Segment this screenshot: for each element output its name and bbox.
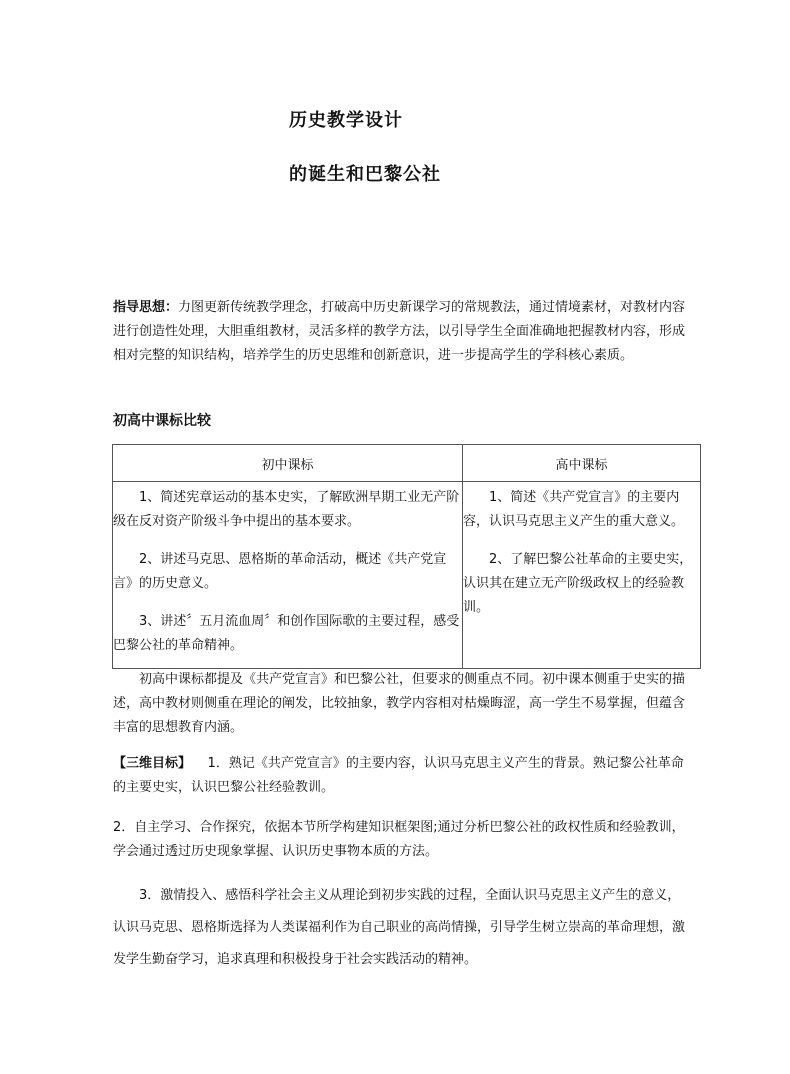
junior-cell [113,482,463,669]
junior-item: 1、简述宪章运动的基本史实，了解欧洲早期工业无产阶级在反对资产阶级斗争中提出的基本要求。 [113,490,460,529]
curriculum-comparison-table [112,444,701,669]
doc-subtitle: 的诞生和巴黎公社 [289,164,441,185]
goals-text-1: 1．熟记《共产党宣言》的主要内容，认识马克思主义产生的背景。熟记黎公社革命的主要史实，认识巴黎公社经验教训。 [113,756,684,795]
table-row [113,482,701,669]
comparison-heading: 初高中课标比较 [113,413,211,429]
guiding-thought-text: 力图更新传统教学理念，打破高中历史新课学习的常规教法，通过情境素材，对教材内容进行创造性处理，大胆重组教材，灵活多样的教学方法，以引导学生全面准确地把握教材内容，形成相对完整的知识结构，培养学生的历史思维和创新意识，进一步提高学生的学科核心素质。 [113,300,686,363]
goals-label: 【三维目标】 [113,756,192,771]
goals-item-3: 3．激情投入、感悟科学社会主义从理论到初步实践的过程，全面认识马克思主义产生的意义，认识马克思、恩格斯选择为人类谋福利作为自己职业的高尚情操，引导学生树立崇高的革命理想，激发学生勤奋学习，追求真理和积极投身于社会实践活动的精神。 [113,888,686,967]
header-senior: 高中课标 [463,445,701,482]
comparison-summary: 初高中课标都提及《共产党宣言》和巴黎公社，但要求的侧重点不同。初中课本侧重于史实的描述，高中教材则侧重在理论的阐发，比较抽象，教学内容相对枯燥晦涩，高一学生不易掌握，但蕴含丰富的思想教育内涵。 [113,672,686,735]
senior-item: 2、了解巴黎公社革命的主要史实，认识其在建立无产阶级政权上的经验教训。 [463,552,693,615]
guiding-thought-paragraph [113,296,693,368]
goals-item-2: 2．自主学习、合作探究，依据本节所学构建知识框架图;通过分析巴黎公社的政权性质和经验教训，学会通过透过历史现象掌握、认识历史事物本质的方法。 [113,820,685,859]
junior-item: 3、讲述〞五月流血周〞和创作国际歌的主要过程，感受巴黎公社的革命精神。 [113,614,460,653]
senior-cell [463,482,701,669]
junior-item: 2、讲述马克思、恩格斯的革命活动，概述《共产党宣言》的历史意义。 [113,552,447,591]
table-header-row [113,445,701,482]
goals-item-1 [113,752,693,800]
senior-item: 1、简述《共产党宣言》的主要内容，认识马克思主义产生的重大意义。 [463,490,685,529]
header-junior: 初中课标 [113,445,463,482]
guiding-thought-label: 指导思想： [113,300,179,315]
doc-title: 历史教学设计 [289,110,403,131]
